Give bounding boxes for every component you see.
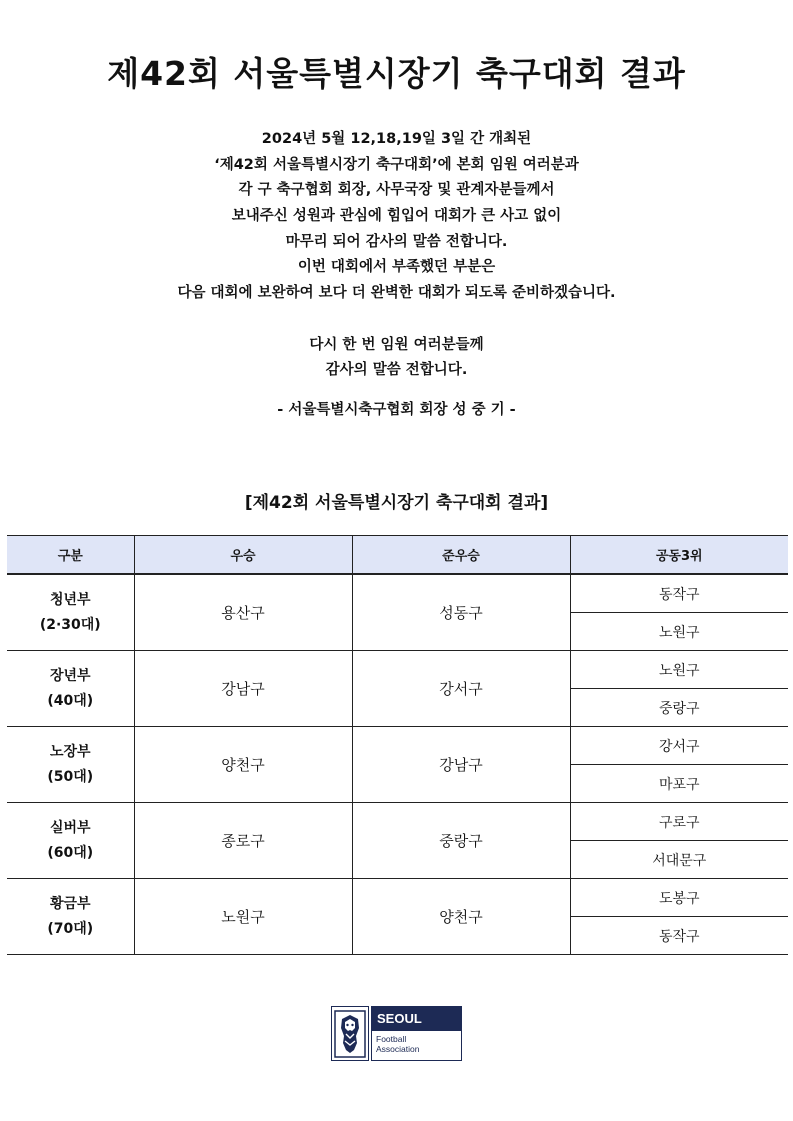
third-place-cell: 동작구 — [570, 917, 788, 955]
runner-up-cell: 중랑구 — [352, 803, 570, 879]
signature: - 서울특별시축구협회 회장 성 중 기 - — [277, 401, 516, 418]
table-row — [7, 574, 788, 613]
division-cell — [7, 574, 134, 651]
tiger-emblem-icon — [331, 1006, 369, 1061]
winner-cell: 용산구 — [134, 574, 352, 651]
table-header-row — [7, 536, 788, 575]
logo-football-text: Football — [376, 1034, 407, 1044]
message-line: 이번 대회에서 부족했던 부분은 — [297, 259, 496, 276]
division-cell — [7, 879, 134, 955]
thanks-line: 감사의 말씀 전합니다. — [325, 362, 468, 379]
third-place-cell: 중랑구 — [570, 689, 788, 727]
runner-up-cell: 양천구 — [352, 879, 570, 955]
page-title: 제42회 서울특별시장기 축구대회 결과 — [107, 54, 686, 93]
third-place-cell: 서대문구 — [570, 841, 788, 879]
third-place-cell: 강서구 — [570, 727, 788, 765]
division-age: (40대) — [47, 692, 94, 709]
division-cell — [7, 727, 134, 803]
table-row — [7, 651, 788, 689]
runner-up-cell: 강서구 — [352, 651, 570, 727]
third-place-cell: 동작구 — [570, 574, 788, 613]
greeting-message — [0, 127, 793, 424]
division-cell — [7, 651, 134, 727]
division-age: (70대) — [47, 920, 94, 937]
third-place-cell: 노원구 — [570, 651, 788, 689]
division-name: 노장부 — [49, 743, 91, 760]
results-table-title: [제42회 서울특별시장기 축구대회 결과] — [244, 493, 549, 513]
division-age: (50대) — [47, 768, 94, 785]
thanks-line: 다시 한 번 임원 여러분들께 — [309, 336, 484, 353]
division-age: (60대) — [47, 844, 94, 861]
division-cell — [7, 803, 134, 879]
winner-cell: 양천구 — [134, 727, 352, 803]
winner-cell: 종로구 — [134, 803, 352, 879]
third-place-cell: 노원구 — [570, 613, 788, 651]
message-line: 보내주신 성원과 관심에 힘입어 대회가 큰 사고 없이 — [231, 208, 562, 225]
third-place-cell: 마포구 — [570, 765, 788, 803]
third-place-cell: 도봉구 — [570, 879, 788, 917]
table-row — [7, 803, 788, 841]
message-line: 각 구 축구협회 회장, 사무국장 및 관계자분들께서 — [238, 182, 555, 199]
runner-up-cell: 성동구 — [352, 574, 570, 651]
runner-up-cell: 강남구 — [352, 727, 570, 803]
header-division: 구분 — [7, 536, 134, 575]
results-table — [7, 535, 788, 955]
winner-cell: 노원구 — [134, 879, 352, 955]
message-line: 마무리 되어 감사의 말씀 전합니다. — [285, 233, 508, 250]
header-third-place: 공동3위 — [570, 536, 788, 575]
division-name: 실버부 — [49, 819, 91, 836]
header-winner: 우승 — [134, 536, 352, 575]
division-name: 황금부 — [49, 895, 91, 912]
table-row — [7, 727, 788, 765]
division-age: (2·30대) — [39, 616, 101, 633]
winner-cell: 강남구 — [134, 651, 352, 727]
header-runner-up: 준우승 — [352, 536, 570, 575]
seoul-football-association-logo — [331, 1006, 462, 1061]
division-name: 장년부 — [49, 667, 91, 684]
message-line: 2024년 5월 12,18,19일 3일 간 개최된 — [261, 131, 532, 147]
message-line: 다음 대회에 보완하여 보다 더 완벽한 대회가 되도록 준비하겠습니다. — [177, 285, 616, 302]
logo-association-text: Association — [376, 1044, 420, 1054]
table-row — [7, 879, 788, 917]
third-place-cell: 구로구 — [570, 803, 788, 841]
division-name: 청년부 — [49, 591, 91, 608]
message-line: ‘제42회 서울특별시장기 축구대회’에 본회 임원 여러분과 — [214, 156, 579, 173]
logo-seoul-text: SEOUL — [372, 1007, 461, 1031]
